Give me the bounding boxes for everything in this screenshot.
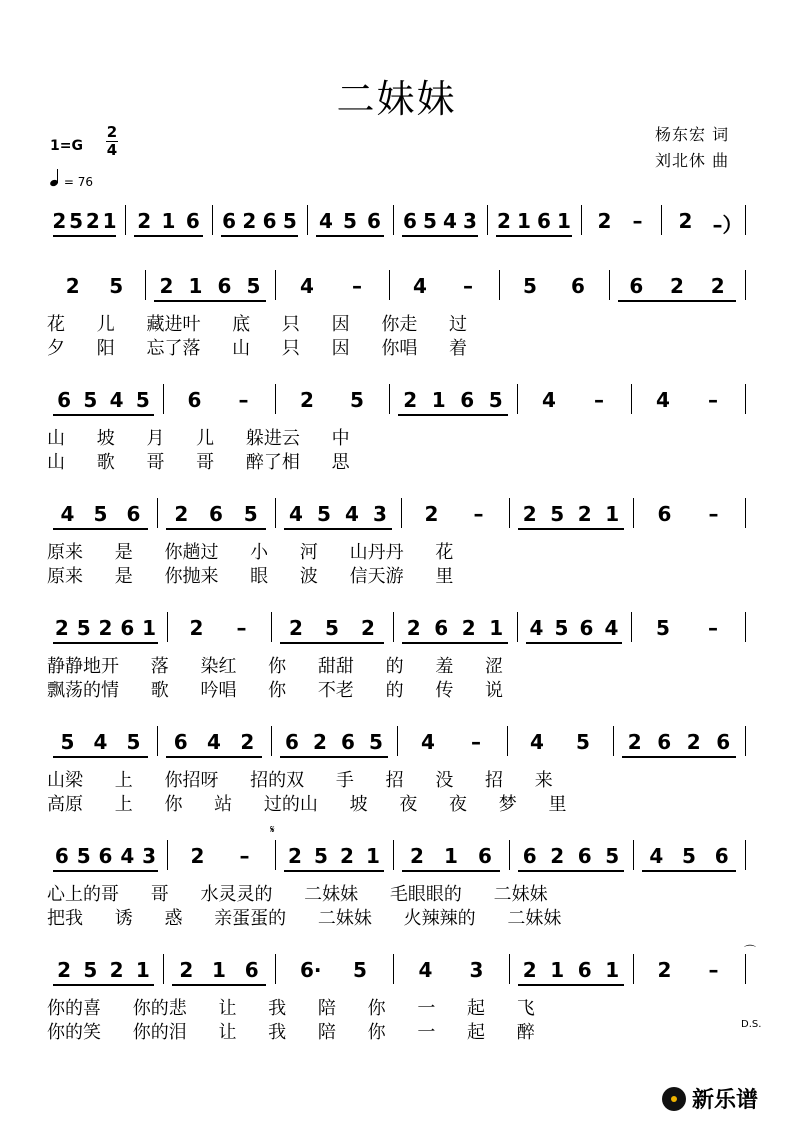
- tempo-value: = 76: [63, 175, 93, 189]
- lyrics-verse-2: 把我 诱 惑 亲蛋蛋的 二妹妹 火辣辣的 二妹妹: [47, 908, 562, 929]
- note: 5: [350, 388, 364, 412]
- barline: [167, 840, 168, 870]
- note: –: [708, 616, 718, 640]
- note: 1: [188, 274, 203, 298]
- note: 2: [710, 274, 725, 298]
- barline: [393, 840, 394, 870]
- note: 2: [300, 388, 314, 412]
- note: 2: [313, 730, 327, 754]
- lyrics-verse-1: 静静地开 落 染红 你 甜甜 的 羞 涩: [47, 656, 504, 677]
- lyrics-verse-2: 山 歌 哥 哥 醉了相 思: [47, 452, 350, 473]
- barline: [487, 205, 488, 235]
- note: 5: [605, 844, 620, 868]
- note: 6: [222, 209, 237, 233]
- barline: [609, 270, 610, 300]
- lyrics-verse-2: 你的笑 你的泪 让 我 陪 你 一 起 醉: [47, 1022, 535, 1043]
- beam-line: [402, 870, 500, 872]
- beam-line: [526, 642, 622, 644]
- note: 5: [126, 730, 141, 754]
- note: 4: [529, 616, 544, 640]
- barline: [393, 205, 394, 235]
- note: 2: [54, 616, 69, 640]
- note: 6: [579, 616, 594, 640]
- barline: [212, 205, 213, 235]
- note: 2: [340, 844, 354, 868]
- note: 5: [76, 844, 91, 868]
- note: 2: [522, 502, 537, 526]
- note: 5: [109, 274, 124, 298]
- note: 2: [52, 209, 67, 233]
- note: 4: [120, 844, 135, 868]
- barline: [581, 205, 582, 235]
- note: –: [708, 388, 718, 412]
- note: 4: [656, 388, 670, 412]
- note: 4: [93, 730, 108, 754]
- note: 6: [522, 844, 537, 868]
- note: 4: [542, 388, 556, 412]
- note: –）: [712, 213, 743, 237]
- beam-line: [53, 984, 154, 986]
- barline: [167, 612, 168, 642]
- note: –: [238, 388, 249, 412]
- barline: [499, 270, 500, 300]
- note: 5: [135, 388, 150, 412]
- note: 2: [406, 616, 421, 640]
- lyrics-verse-1: 山梁 上 你招呀 招的双 手 招 没 招 来: [47, 770, 553, 791]
- note: 5: [246, 274, 261, 298]
- beam-line: [284, 528, 392, 530]
- note: 2: [410, 844, 424, 868]
- note: 6: [577, 958, 592, 982]
- beam-line: [53, 642, 158, 644]
- beam-line: [166, 528, 266, 530]
- page-title: 二妹妹: [336, 77, 457, 121]
- note: –: [473, 502, 484, 526]
- note: 2: [240, 730, 255, 754]
- note: 2: [361, 616, 375, 640]
- note: –: [471, 730, 481, 754]
- note: 6: [478, 844, 492, 868]
- barline: [271, 612, 272, 642]
- note: 6: [217, 274, 232, 298]
- barline: [275, 384, 276, 414]
- beam-line: [172, 984, 266, 986]
- barline: [393, 954, 394, 984]
- note: 2: [657, 958, 672, 982]
- note: 2: [577, 502, 592, 526]
- note: 4: [530, 730, 544, 754]
- note: 5: [369, 730, 383, 754]
- barline: [271, 726, 272, 756]
- note: 2: [550, 844, 565, 868]
- dal-segno: D.S.: [741, 1019, 762, 1030]
- note: –: [236, 616, 247, 640]
- note: 4: [345, 502, 359, 526]
- note: 6: [244, 958, 259, 982]
- barline: [275, 840, 276, 870]
- beam-line: [402, 235, 478, 237]
- note: 5: [343, 209, 357, 233]
- note: 3: [142, 844, 157, 868]
- meter-top: 2: [106, 123, 118, 141]
- note: 3: [373, 502, 387, 526]
- note: 6: [657, 502, 672, 526]
- note: 1: [161, 209, 176, 233]
- note: 6: [126, 502, 141, 526]
- beam-line: [166, 756, 262, 758]
- brand-logo: [662, 1083, 758, 1114]
- note: 2: [424, 502, 439, 526]
- note: 6: [209, 502, 223, 526]
- note: 2: [109, 958, 124, 982]
- note: 6: [98, 844, 113, 868]
- note: 6: [657, 730, 672, 754]
- note: 6: [187, 388, 202, 412]
- note: 1: [550, 958, 565, 982]
- barline: [157, 498, 158, 528]
- note: 2: [670, 274, 684, 298]
- barline: [145, 270, 146, 300]
- note: 4: [60, 502, 75, 526]
- note: 6: [460, 388, 475, 412]
- barline: [389, 270, 390, 300]
- beam-line: [518, 870, 624, 872]
- note: –: [239, 844, 250, 868]
- barline: [389, 384, 390, 414]
- beam-line: [280, 756, 388, 758]
- record-icon: [662, 1087, 686, 1111]
- note: 4: [413, 274, 427, 298]
- lyrics-verse-2: 夕 阳 忘了落 山 只 因 你唱 着: [47, 338, 468, 359]
- note: 1: [489, 616, 504, 640]
- note: 5: [488, 388, 503, 412]
- note: 2: [65, 274, 80, 298]
- note: 5: [317, 502, 331, 526]
- barline: [745, 498, 746, 528]
- barline: [631, 384, 632, 414]
- note: 4: [319, 209, 333, 233]
- composer: 刘北休 曲: [655, 151, 730, 170]
- note: 2: [179, 958, 194, 982]
- beam-line: [53, 528, 148, 530]
- note: –: [463, 274, 473, 298]
- note: 2: [174, 502, 189, 526]
- beam-line: [618, 300, 736, 302]
- note: 4: [289, 502, 303, 526]
- note: 5: [682, 844, 696, 868]
- lyrics-verse-2: 原来 是 你抛来 眼 波 信天游 里: [47, 566, 454, 587]
- note: 5: [93, 502, 108, 526]
- note: 6: [185, 209, 200, 233]
- note: 6: [403, 209, 417, 233]
- note: 2: [159, 274, 174, 298]
- note: 1: [212, 958, 226, 982]
- note: –: [594, 388, 604, 412]
- barline: [509, 954, 510, 984]
- note: 1: [444, 844, 458, 868]
- note: 3: [463, 209, 477, 233]
- note: 6: [571, 274, 585, 298]
- barline: [745, 270, 746, 300]
- note: 1: [102, 209, 117, 233]
- note: 2: [57, 958, 72, 982]
- note: 2: [85, 209, 100, 233]
- note: 6: [537, 209, 551, 233]
- note: 2: [497, 209, 511, 233]
- barline: [401, 498, 402, 528]
- lyrics-verse-1: 山 坡 月 儿 躲进云 中: [47, 428, 350, 449]
- note: –: [708, 502, 719, 526]
- note: 5: [76, 616, 91, 640]
- barline: [509, 498, 510, 528]
- beam-line: [284, 870, 384, 872]
- lyricist: 杨东宏 词: [655, 125, 730, 144]
- note: 5: [554, 616, 569, 640]
- barline: [631, 612, 632, 642]
- beam-line: [53, 235, 116, 237]
- key-signature: 1=G: [50, 138, 83, 154]
- note: 5: [60, 730, 75, 754]
- barline: [745, 840, 746, 870]
- beam-line: [53, 414, 154, 416]
- note: 6: [285, 730, 299, 754]
- note: 6: [714, 844, 729, 868]
- note: 5: [576, 730, 590, 754]
- beam-line: [622, 756, 736, 758]
- lyrics-verse-1: 你的喜 你的悲 让 我 陪 你 一 起 飞: [47, 998, 535, 1019]
- note: 2: [189, 616, 204, 640]
- note: 1: [605, 502, 620, 526]
- barline: [613, 726, 614, 756]
- brand-name: 新乐谱: [692, 1088, 759, 1113]
- beam-line: [316, 235, 384, 237]
- note: 2: [686, 730, 701, 754]
- lyrics-verse-1: 花 儿 藏进叶 底 只 因 你走 过: [47, 314, 468, 335]
- note: 2: [242, 209, 257, 233]
- barline: [633, 954, 634, 984]
- barline: [125, 205, 126, 235]
- note: 1: [135, 958, 150, 982]
- beam-line: [134, 235, 203, 237]
- beam-line: [221, 235, 298, 237]
- beam-line: [154, 300, 266, 302]
- note: 5: [243, 502, 258, 526]
- note: 2: [522, 958, 537, 982]
- note: 6·: [300, 958, 322, 982]
- note: 2: [597, 209, 612, 233]
- note: 6: [629, 274, 644, 298]
- note: 2: [678, 209, 693, 233]
- barline: [275, 270, 276, 300]
- time-signature: [104, 124, 120, 159]
- note: 5: [282, 209, 297, 233]
- note: 5: [83, 388, 98, 412]
- beam-line: [642, 870, 736, 872]
- note: 1: [517, 209, 531, 233]
- note: –: [632, 209, 643, 233]
- lyrics-verse-1: 心上的哥 哥 水灵灵的 二妹妹 毛眼眼的 二妹妹: [47, 884, 548, 905]
- note: 3: [469, 958, 484, 982]
- beam-line: [53, 756, 148, 758]
- note: 5: [550, 502, 565, 526]
- note: 4: [418, 958, 433, 982]
- barline: [393, 612, 394, 642]
- note: 4: [207, 730, 221, 754]
- barline: [661, 205, 662, 235]
- barline: [509, 840, 510, 870]
- note: –: [352, 274, 362, 298]
- note: 2: [288, 844, 302, 868]
- note: –: [708, 958, 719, 982]
- note: 2: [98, 616, 113, 640]
- barline: [275, 954, 276, 984]
- beam-line: [496, 235, 572, 237]
- note: 5: [83, 958, 98, 982]
- note: 6: [341, 730, 355, 754]
- barline: [633, 840, 634, 870]
- note: 6: [54, 844, 69, 868]
- note: 4: [604, 616, 619, 640]
- beam-line: [518, 528, 624, 530]
- note: 6: [57, 388, 72, 412]
- fermata-icon: ⌒: [744, 944, 757, 958]
- barline: [745, 726, 746, 756]
- note: 6: [120, 616, 135, 640]
- note: 5: [656, 616, 670, 640]
- note: 4: [649, 844, 664, 868]
- segno-icon: 𝄋: [270, 823, 275, 836]
- lyrics-verse-2: 飘荡的情 歌 吟唱 你 不老 的 传 说: [47, 680, 504, 701]
- quarter-note-icon: [50, 170, 60, 186]
- note: 2: [190, 844, 205, 868]
- note: 5: [423, 209, 437, 233]
- note: 2: [137, 209, 152, 233]
- note: 6: [577, 844, 592, 868]
- barline: [307, 205, 308, 235]
- note: 6: [262, 209, 277, 233]
- note: 4: [421, 730, 435, 754]
- note: 2: [461, 616, 476, 640]
- beam-line: [518, 984, 624, 986]
- barline: [745, 384, 746, 414]
- note: 6: [367, 209, 381, 233]
- barline: [157, 726, 158, 756]
- meter-bottom: 4: [106, 141, 118, 159]
- note: 6: [434, 616, 449, 640]
- beam-line: [402, 642, 508, 644]
- barline: [633, 498, 634, 528]
- barline: [275, 498, 276, 528]
- barline: [745, 612, 746, 642]
- note: 2: [403, 388, 418, 412]
- lyrics-verse-1: 原来 是 你趟过 小 河 山丹丹 花: [47, 542, 454, 563]
- barline: [507, 726, 508, 756]
- note: 1: [605, 958, 620, 982]
- note: 6: [173, 730, 188, 754]
- note: 5: [69, 209, 84, 233]
- barline: [517, 612, 518, 642]
- note: 6: [716, 730, 731, 754]
- note: 2: [627, 730, 642, 754]
- note: 1: [431, 388, 446, 412]
- barline: [397, 726, 398, 756]
- beam-line: [398, 414, 508, 416]
- beam-line: [53, 870, 158, 872]
- barline: [163, 384, 164, 414]
- barline: [517, 384, 518, 414]
- note: 1: [557, 209, 571, 233]
- note: 5: [314, 844, 328, 868]
- note: 1: [142, 616, 157, 640]
- note: 4: [109, 388, 124, 412]
- beam-line: [280, 642, 384, 644]
- note: 4: [300, 274, 314, 298]
- note: 5: [353, 958, 367, 982]
- note: 2: [289, 616, 303, 640]
- note: 4: [443, 209, 457, 233]
- note: 5: [523, 274, 537, 298]
- barline: [745, 205, 746, 235]
- lyrics-verse-2: 高原 上 你 站 过的山 坡 夜 夜 梦 里: [47, 794, 567, 815]
- note: 5: [325, 616, 339, 640]
- barline: [163, 954, 164, 984]
- note: 1: [366, 844, 380, 868]
- tempo-marking: [50, 170, 93, 189]
